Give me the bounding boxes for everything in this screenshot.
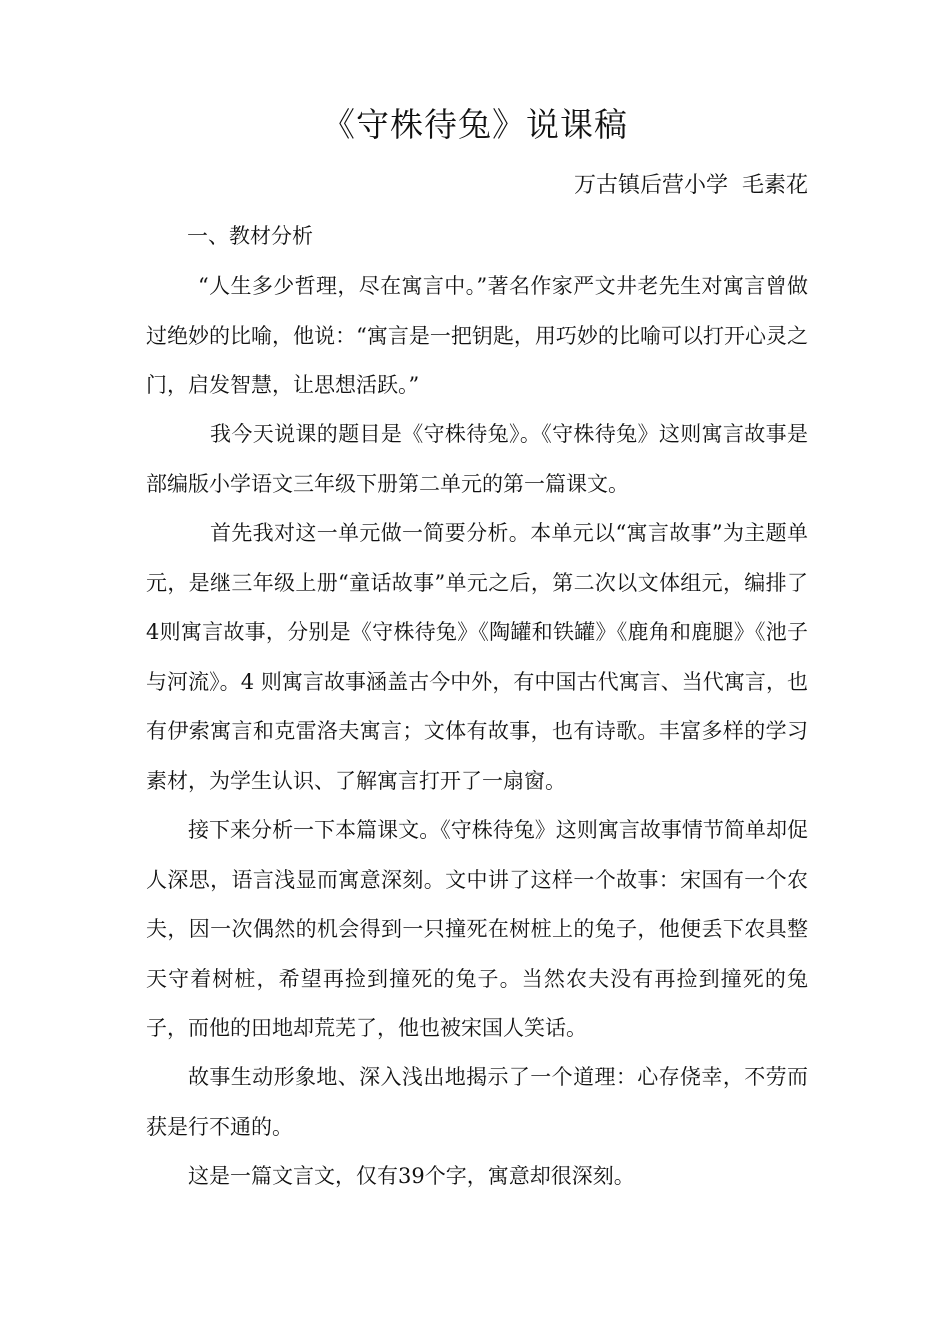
paragraph-text-analysis: 接下来分析一下本篇课文。《守株待兔》这则寓言故事情节简单却促人深思，语言浅显而寓意深刻。文中讲了这样一个故事：宋国有一个农夫，因一次偶然的机会得到一只撞死在树桩上的兔子，他便丢下农具整天守着树桩，希望再捡到撞死的兔子。当然农夫没有再捡到撞死的兔子，而他的田地却荒芜了，他也被宋国人笑话。: [146, 818, 808, 1040]
paragraph-topic: 我今天说课的题目是《守株待兔》。《守株待兔》这则寓言故事是部编版小学语文三年级下册第二单元的第一篇课文。: [146, 422, 808, 496]
section-heading: 一、教材分析: [187, 224, 313, 248]
paragraph-classical-note: 这是一篇文言文，仅有39个字，寓意却很深刻。: [188, 1164, 635, 1188]
paragraph-unit-analysis: 首先我对这一单元做一简要分析。本单元以“寓言故事”为主题单元，是继三年级上册“童话故事”单元之后，第二次以文体组元，编排了4则寓言故事，分别是《守株待兔》《陶罐和铁罐》《鹿角和鹿腿》《池子与河流》。4 则寓言故事涵盖古今中外，有中国古代寓言、当代寓言，也有伊索寓言和克雷洛夫寓言；文体有故事，也有诗歌。丰富多样的学习素材，为学生认识、了解寓言打开了一扇窗。: [146, 521, 808, 793]
document-title: 《守株待兔》说课稿: [322, 105, 628, 144]
author-line: 万古镇后营小学 毛素花: [574, 173, 808, 198]
paragraph-quote: “人生多少哲理，尽在寓言中。”著名作家严文井老先生对寓言曾做过绝妙的比喻，他说：“寓言是一把钥匙，用巧妙的比喻可以打开心灵之门，启发智慧，让思想活跃。”: [146, 274, 808, 397]
paragraph-moral: 故事生动形象地、深入浅出地揭示了一个道理：心存侥幸，不劳而获是行不通的。: [146, 1065, 808, 1139]
